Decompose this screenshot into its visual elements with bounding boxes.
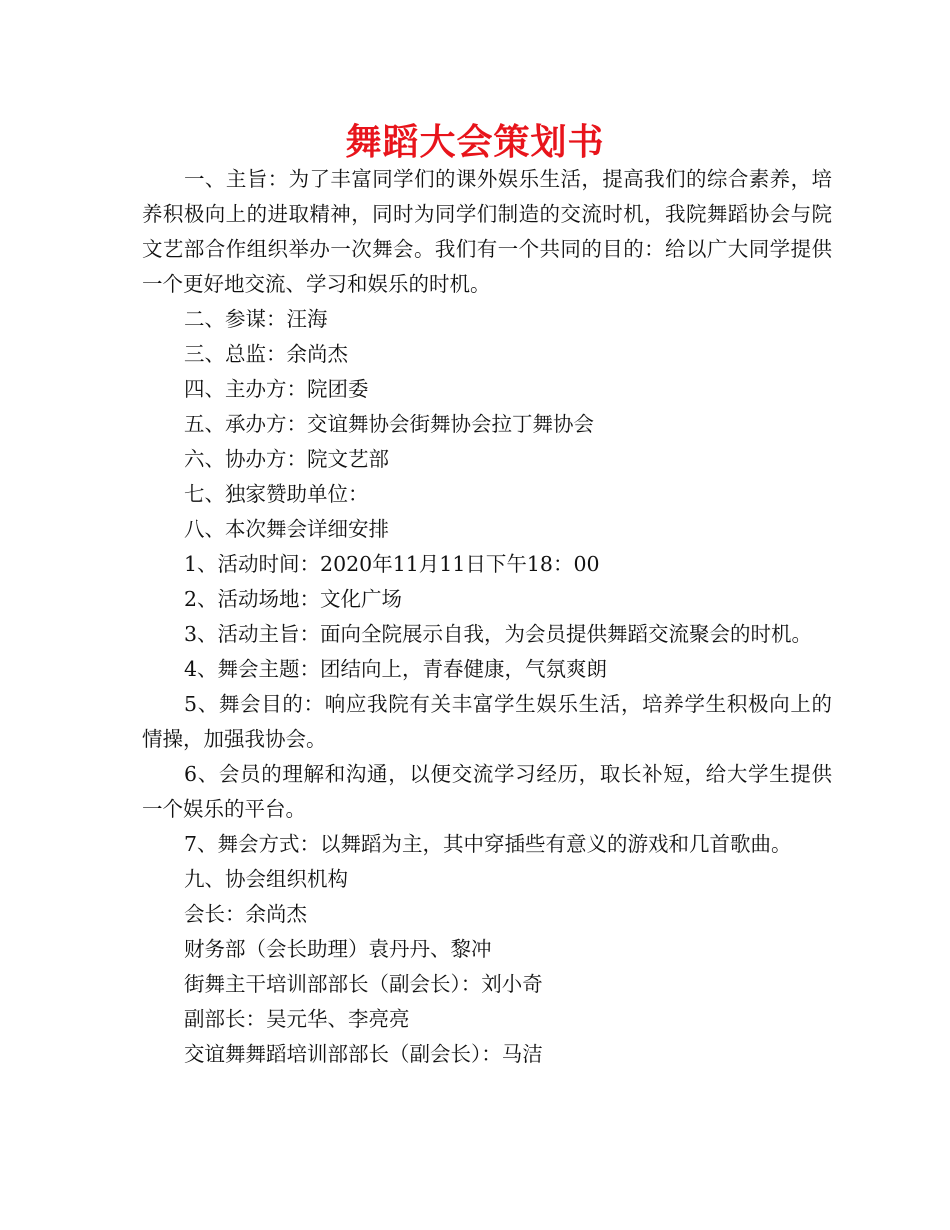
- paragraph-goal: 5、舞会目的：响应我院有关丰富学生娱乐生活，培养学生积极向上的情操，加强我协会。: [142, 692, 832, 751]
- paragraph-arrangement-heading: 八、本次舞会详细安排: [184, 517, 389, 541]
- paragraph-activity-venue: 2、活动场地：文化广场: [184, 587, 403, 611]
- paragraph-streetdance-head: 街舞主干培训部部长（副会长）：刘小奇: [184, 972, 543, 996]
- paragraph-sponsor: 七、独家赞助单位：: [184, 482, 369, 506]
- document-title: 舞蹈大会策划书: [345, 122, 605, 163]
- paragraph-co-organizer: 六、协办方：院文艺部: [184, 447, 389, 471]
- paragraph-deputy-heads: 副部长：吴元华、李亮亮: [184, 1007, 410, 1031]
- paragraph-advisor: 二、参谋：汪海: [184, 307, 328, 331]
- paragraph-ballroom-head: 交谊舞舞蹈培训部部长（副会长）：马洁: [184, 1042, 543, 1066]
- document-body: [142, 162, 832, 1072]
- paragraph-host: 四、主办方：院团委: [184, 377, 369, 401]
- paragraph-activity-time: 1、活动时间：2020年11月11日下午18：00: [184, 552, 600, 576]
- paragraph-activity-purpose: 3、活动主旨：面向全院展示自我，为会员提供舞蹈交流聚会的时机。: [184, 622, 813, 646]
- paragraph-finance: 财务部（会长助理）袁丹丹、黎冲: [184, 937, 492, 961]
- paragraph-communication: 6、会员的理解和沟通，以便交流学习经历，取长补短，给大学生提供一个娱乐的平台。: [142, 762, 832, 821]
- paragraph-format: 7、舞会方式：以舞蹈为主，其中穿插些有意义的游戏和几首歌曲。: [184, 832, 792, 856]
- paragraph-structure-heading: 九、协会组织机构: [184, 867, 348, 891]
- paragraph-organizer: 五、承办方：交谊舞协会街舞协会拉丁舞协会: [184, 412, 594, 436]
- paragraph-president: 会长：余尚杰: [184, 902, 307, 926]
- paragraph-director: 三、总监：余尚杰: [184, 342, 348, 366]
- paragraph-purpose: 一、主旨：为了丰富同学们的课外娱乐生活，提高我们的综合素养，培养积极向上的进取精神，同时为同学们制造的交流时机，我院舞蹈协会与院文艺部合作组织举办一次舞会。我们有一个共同的目的：给以广大同学提供一个更好地交流、学习和娱乐的时机。: [142, 167, 832, 296]
- paragraph-theme: 4、舞会主题：团结向上，青春健康，气氛爽朗: [184, 657, 608, 681]
